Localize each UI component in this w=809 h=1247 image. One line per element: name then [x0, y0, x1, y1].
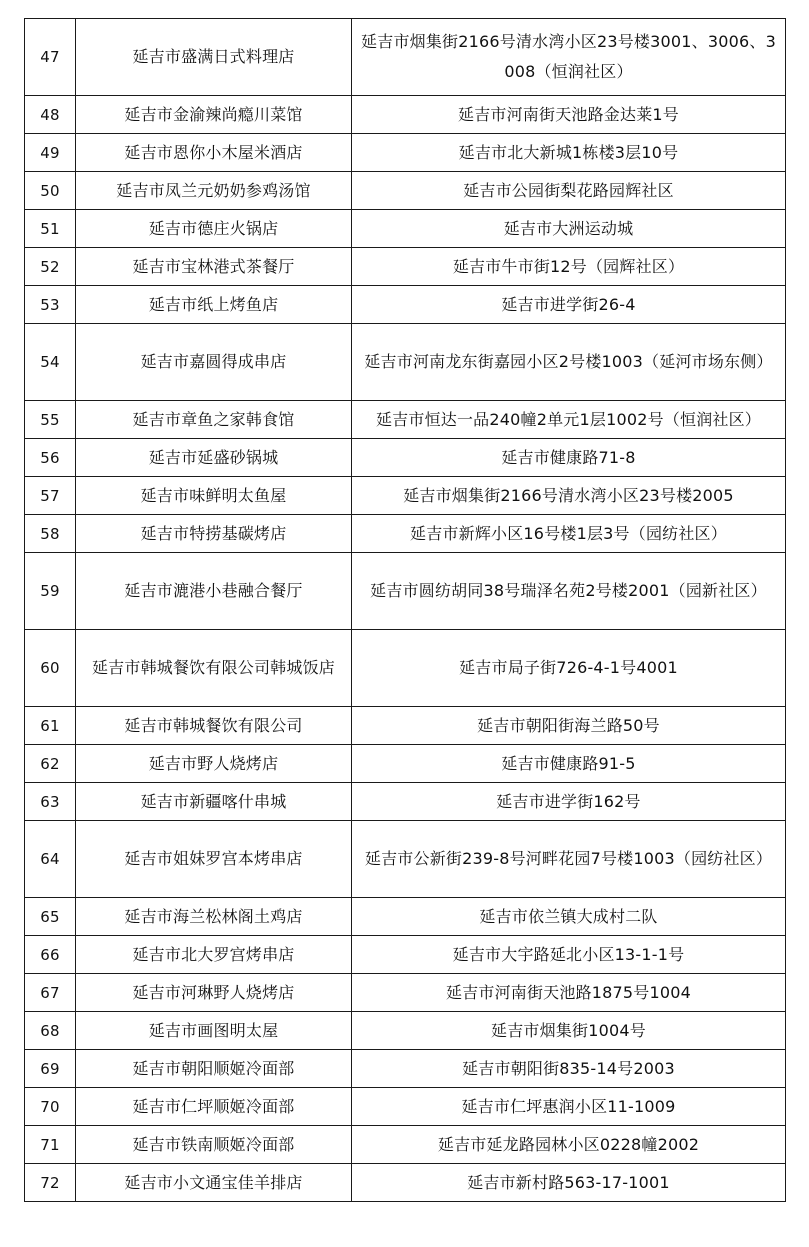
row-number: 72 — [25, 1164, 76, 1202]
restaurant-address — [352, 1164, 786, 1202]
row-number: 71 — [25, 1126, 76, 1164]
restaurant-address — [352, 1126, 786, 1164]
restaurant-address — [352, 1088, 786, 1126]
row-number: 47 — [25, 19, 76, 96]
restaurant-name-text: 延吉市铁南顺姬冷面部 — [132, 1134, 295, 1154]
restaurant-name-text: 延吉市恩你小木屋米酒店 — [124, 142, 303, 162]
table-row — [25, 477, 786, 515]
restaurant-name — [76, 1012, 352, 1050]
table-row — [25, 1164, 786, 1202]
restaurant-address — [352, 172, 786, 210]
row-number: 60 — [25, 630, 76, 707]
table-row — [25, 210, 786, 248]
restaurant-name — [76, 172, 352, 210]
restaurant-name-text: 延吉市凤兰元奶奶参鸡汤馆 — [116, 180, 311, 200]
restaurant-name-text: 延吉市嘉圆得成串店 — [140, 352, 287, 371]
restaurant-address-text: 延吉市新村路563-17-1001 — [467, 1172, 670, 1192]
restaurant-name-text: 延吉市金渝辣尚瘾川菜馆 — [124, 104, 303, 124]
restaurant-name-text: 延吉市仁坪顺姬冷面部 — [132, 1096, 295, 1116]
restaurant-name — [76, 248, 352, 286]
restaurant-name — [76, 821, 352, 898]
restaurant-address — [352, 745, 786, 783]
restaurant-name — [76, 1088, 352, 1126]
row-number: 69 — [25, 1050, 76, 1088]
row-number: 55 — [25, 401, 76, 439]
row-number: 48 — [25, 96, 76, 134]
row-number: 64 — [25, 821, 76, 898]
restaurant-name-text: 延吉市朝阳顺姬冷面部 — [132, 1058, 295, 1078]
row-number: 70 — [25, 1088, 76, 1126]
restaurant-name — [76, 1164, 352, 1202]
row-number: 50 — [25, 172, 76, 210]
restaurant-address — [352, 553, 786, 630]
restaurant-name — [76, 210, 352, 248]
restaurant-name — [76, 286, 352, 324]
table-row — [25, 821, 786, 898]
restaurant-name — [76, 783, 352, 821]
row-number: 65 — [25, 898, 76, 936]
table-row — [25, 134, 786, 172]
row-number: 67 — [25, 974, 76, 1012]
table-row — [25, 974, 786, 1012]
restaurant-name-text: 延吉市小文通宝佳羊排店 — [124, 1172, 303, 1192]
restaurant-address — [352, 936, 786, 974]
restaurant-address-text: 延吉市健康路71-8 — [501, 447, 636, 467]
restaurant-address — [352, 974, 786, 1012]
table-row — [25, 630, 786, 707]
row-number: 53 — [25, 286, 76, 324]
restaurant-name — [76, 401, 352, 439]
restaurant-name — [76, 707, 352, 745]
table-row — [25, 96, 786, 134]
table-row — [25, 324, 786, 401]
restaurant-name — [76, 96, 352, 134]
table-row — [25, 936, 786, 974]
restaurant-address-text: 延吉市烟集街2166号清水湾小区23号楼3001、3006、3008（恒润社区） — [361, 32, 776, 81]
restaurant-address — [352, 898, 786, 936]
restaurant-name — [76, 630, 352, 707]
restaurant-address — [352, 324, 786, 401]
restaurant-address — [352, 707, 786, 745]
table-row — [25, 1088, 786, 1126]
restaurant-name — [76, 553, 352, 630]
restaurant-name-text: 延吉市韩城餐饮有限公司 — [124, 715, 303, 735]
table-row — [25, 1126, 786, 1164]
table-row — [25, 745, 786, 783]
restaurant-address — [352, 210, 786, 248]
restaurant-address — [352, 515, 786, 553]
restaurant-address-text: 延吉市公园街梨花路园辉社区 — [463, 180, 674, 200]
restaurant-name-text: 延吉市野人烧烤店 — [148, 753, 279, 773]
restaurant-address-text: 延吉市公新街239-8号河畔花园7号楼1003（园纺社区） — [364, 849, 773, 868]
restaurant-name-text: 延吉市姐妹罗宫本烤串店 — [124, 849, 303, 868]
restaurant-name-text: 延吉市漉港小巷融合餐厅 — [124, 581, 303, 600]
restaurant-name-text: 延吉市韩城餐饮有限公司韩城饭店 — [91, 658, 335, 677]
restaurant-address-text: 延吉市朝阳街海兰路50号 — [477, 715, 660, 735]
row-number: 68 — [25, 1012, 76, 1050]
restaurant-address — [352, 1050, 786, 1088]
restaurant-address-text: 延吉市烟集街2166号清水湾小区23号楼2005 — [403, 485, 734, 505]
restaurant-address-text: 延吉市河南龙东街嘉园小区2号楼1003（延河市场东侧） — [364, 352, 773, 371]
restaurant-name — [76, 477, 352, 515]
table-row — [25, 1012, 786, 1050]
restaurant-address — [352, 134, 786, 172]
restaurant-name — [76, 134, 352, 172]
restaurant-address-text: 延吉市局子街726-4-1号4001 — [459, 658, 678, 677]
restaurant-address-text: 延吉市大宇路延北小区13-1-1号 — [452, 944, 685, 964]
restaurant-address — [352, 439, 786, 477]
row-number: 63 — [25, 783, 76, 821]
row-number: 62 — [25, 745, 76, 783]
restaurant-name-text: 延吉市纸上烤鱼店 — [148, 294, 279, 314]
restaurant-address-text: 延吉市仁坪惠润小区11-1009 — [461, 1096, 676, 1116]
restaurant-name-text: 延吉市延盛砂锅城 — [148, 447, 279, 467]
restaurant-address — [352, 19, 786, 96]
row-number: 54 — [25, 324, 76, 401]
restaurant-address-text: 延吉市大洲运动城 — [503, 218, 634, 238]
table-row — [25, 248, 786, 286]
restaurant-address-text: 延吉市新辉小区16号楼1层3号（园纺社区） — [410, 523, 727, 543]
restaurant-name — [76, 974, 352, 1012]
restaurant-name — [76, 898, 352, 936]
table-row — [25, 439, 786, 477]
restaurant-name-text: 延吉市北大罗宫烤串店 — [132, 944, 295, 964]
restaurant-address-text: 延吉市进学街26-4 — [501, 294, 636, 314]
restaurant-address-text: 延吉市恒达一品240幢2单元1层1002号（恒润社区） — [375, 409, 762, 429]
restaurant-name — [76, 936, 352, 974]
table-row — [25, 172, 786, 210]
restaurant-address-text: 延吉市河南街天池路1875号1004 — [445, 982, 692, 1002]
table-row — [25, 515, 786, 553]
row-number: 51 — [25, 210, 76, 248]
restaurant-name — [76, 324, 352, 401]
restaurant-name-text: 延吉市味鲜明太鱼屋 — [140, 485, 287, 505]
restaurant-address-text: 延吉市河南街天池路金达莱1号 — [458, 104, 679, 124]
restaurant-name-text: 延吉市盛满日式料理店 — [132, 47, 295, 66]
restaurant-name — [76, 745, 352, 783]
table-row — [25, 553, 786, 630]
row-number: 58 — [25, 515, 76, 553]
restaurant-name-text: 延吉市宝林港式茶餐厅 — [132, 256, 295, 276]
restaurant-address-text: 延吉市进学街162号 — [496, 791, 641, 811]
table-row — [25, 1050, 786, 1088]
restaurant-address-text: 延吉市圆纺胡同38号瑞泽名苑2号楼2001（园新社区） — [370, 581, 767, 600]
row-number: 49 — [25, 134, 76, 172]
restaurant-name-text: 延吉市章鱼之家韩食馆 — [132, 409, 295, 429]
restaurant-address — [352, 286, 786, 324]
restaurant-address — [352, 401, 786, 439]
restaurant-name-text: 延吉市新疆喀什串城 — [140, 791, 287, 811]
restaurant-address — [352, 96, 786, 134]
restaurant-address-text: 延吉市健康路91-5 — [501, 753, 636, 773]
table-row — [25, 783, 786, 821]
restaurant-name — [76, 515, 352, 553]
restaurant-address — [352, 477, 786, 515]
restaurant-name — [76, 1050, 352, 1088]
restaurant-address-text: 延吉市北大新城1栋楼3层10号 — [458, 142, 679, 162]
restaurant-table — [24, 18, 786, 1202]
row-number: 61 — [25, 707, 76, 745]
restaurant-address — [352, 821, 786, 898]
restaurant-name — [76, 19, 352, 96]
restaurant-name — [76, 1126, 352, 1164]
restaurant-address — [352, 248, 786, 286]
restaurant-address — [352, 783, 786, 821]
restaurant-name-text: 延吉市海兰松林阁土鸡店 — [124, 906, 303, 926]
restaurant-name-text: 延吉市河琳野人烧烤店 — [132, 982, 295, 1002]
restaurant-address-text: 延吉市延龙路园林小区0228幢2002 — [437, 1134, 700, 1154]
table-row — [25, 707, 786, 745]
table-row — [25, 898, 786, 936]
restaurant-name-text: 延吉市画图明太屋 — [148, 1020, 279, 1040]
restaurant-address-text: 延吉市朝阳街835-14号2003 — [462, 1058, 675, 1078]
table-row — [25, 401, 786, 439]
restaurant-address — [352, 1012, 786, 1050]
restaurant-address-text: 延吉市牛市街12号（园辉社区） — [452, 256, 685, 276]
row-number: 66 — [25, 936, 76, 974]
table-row — [25, 19, 786, 96]
restaurant-name — [76, 439, 352, 477]
restaurant-address-text: 延吉市烟集街1004号 — [491, 1020, 646, 1040]
row-number: 59 — [25, 553, 76, 630]
row-number: 57 — [25, 477, 76, 515]
restaurant-name-text: 延吉市德庄火锅店 — [148, 218, 279, 238]
row-number: 56 — [25, 439, 76, 477]
table-body — [25, 19, 786, 1202]
restaurant-address — [352, 630, 786, 707]
table-row — [25, 286, 786, 324]
restaurant-name-text: 延吉市特捞基碳烤店 — [140, 523, 287, 543]
row-number: 52 — [25, 248, 76, 286]
restaurant-address-text: 延吉市依兰镇大成村二队 — [479, 906, 658, 926]
